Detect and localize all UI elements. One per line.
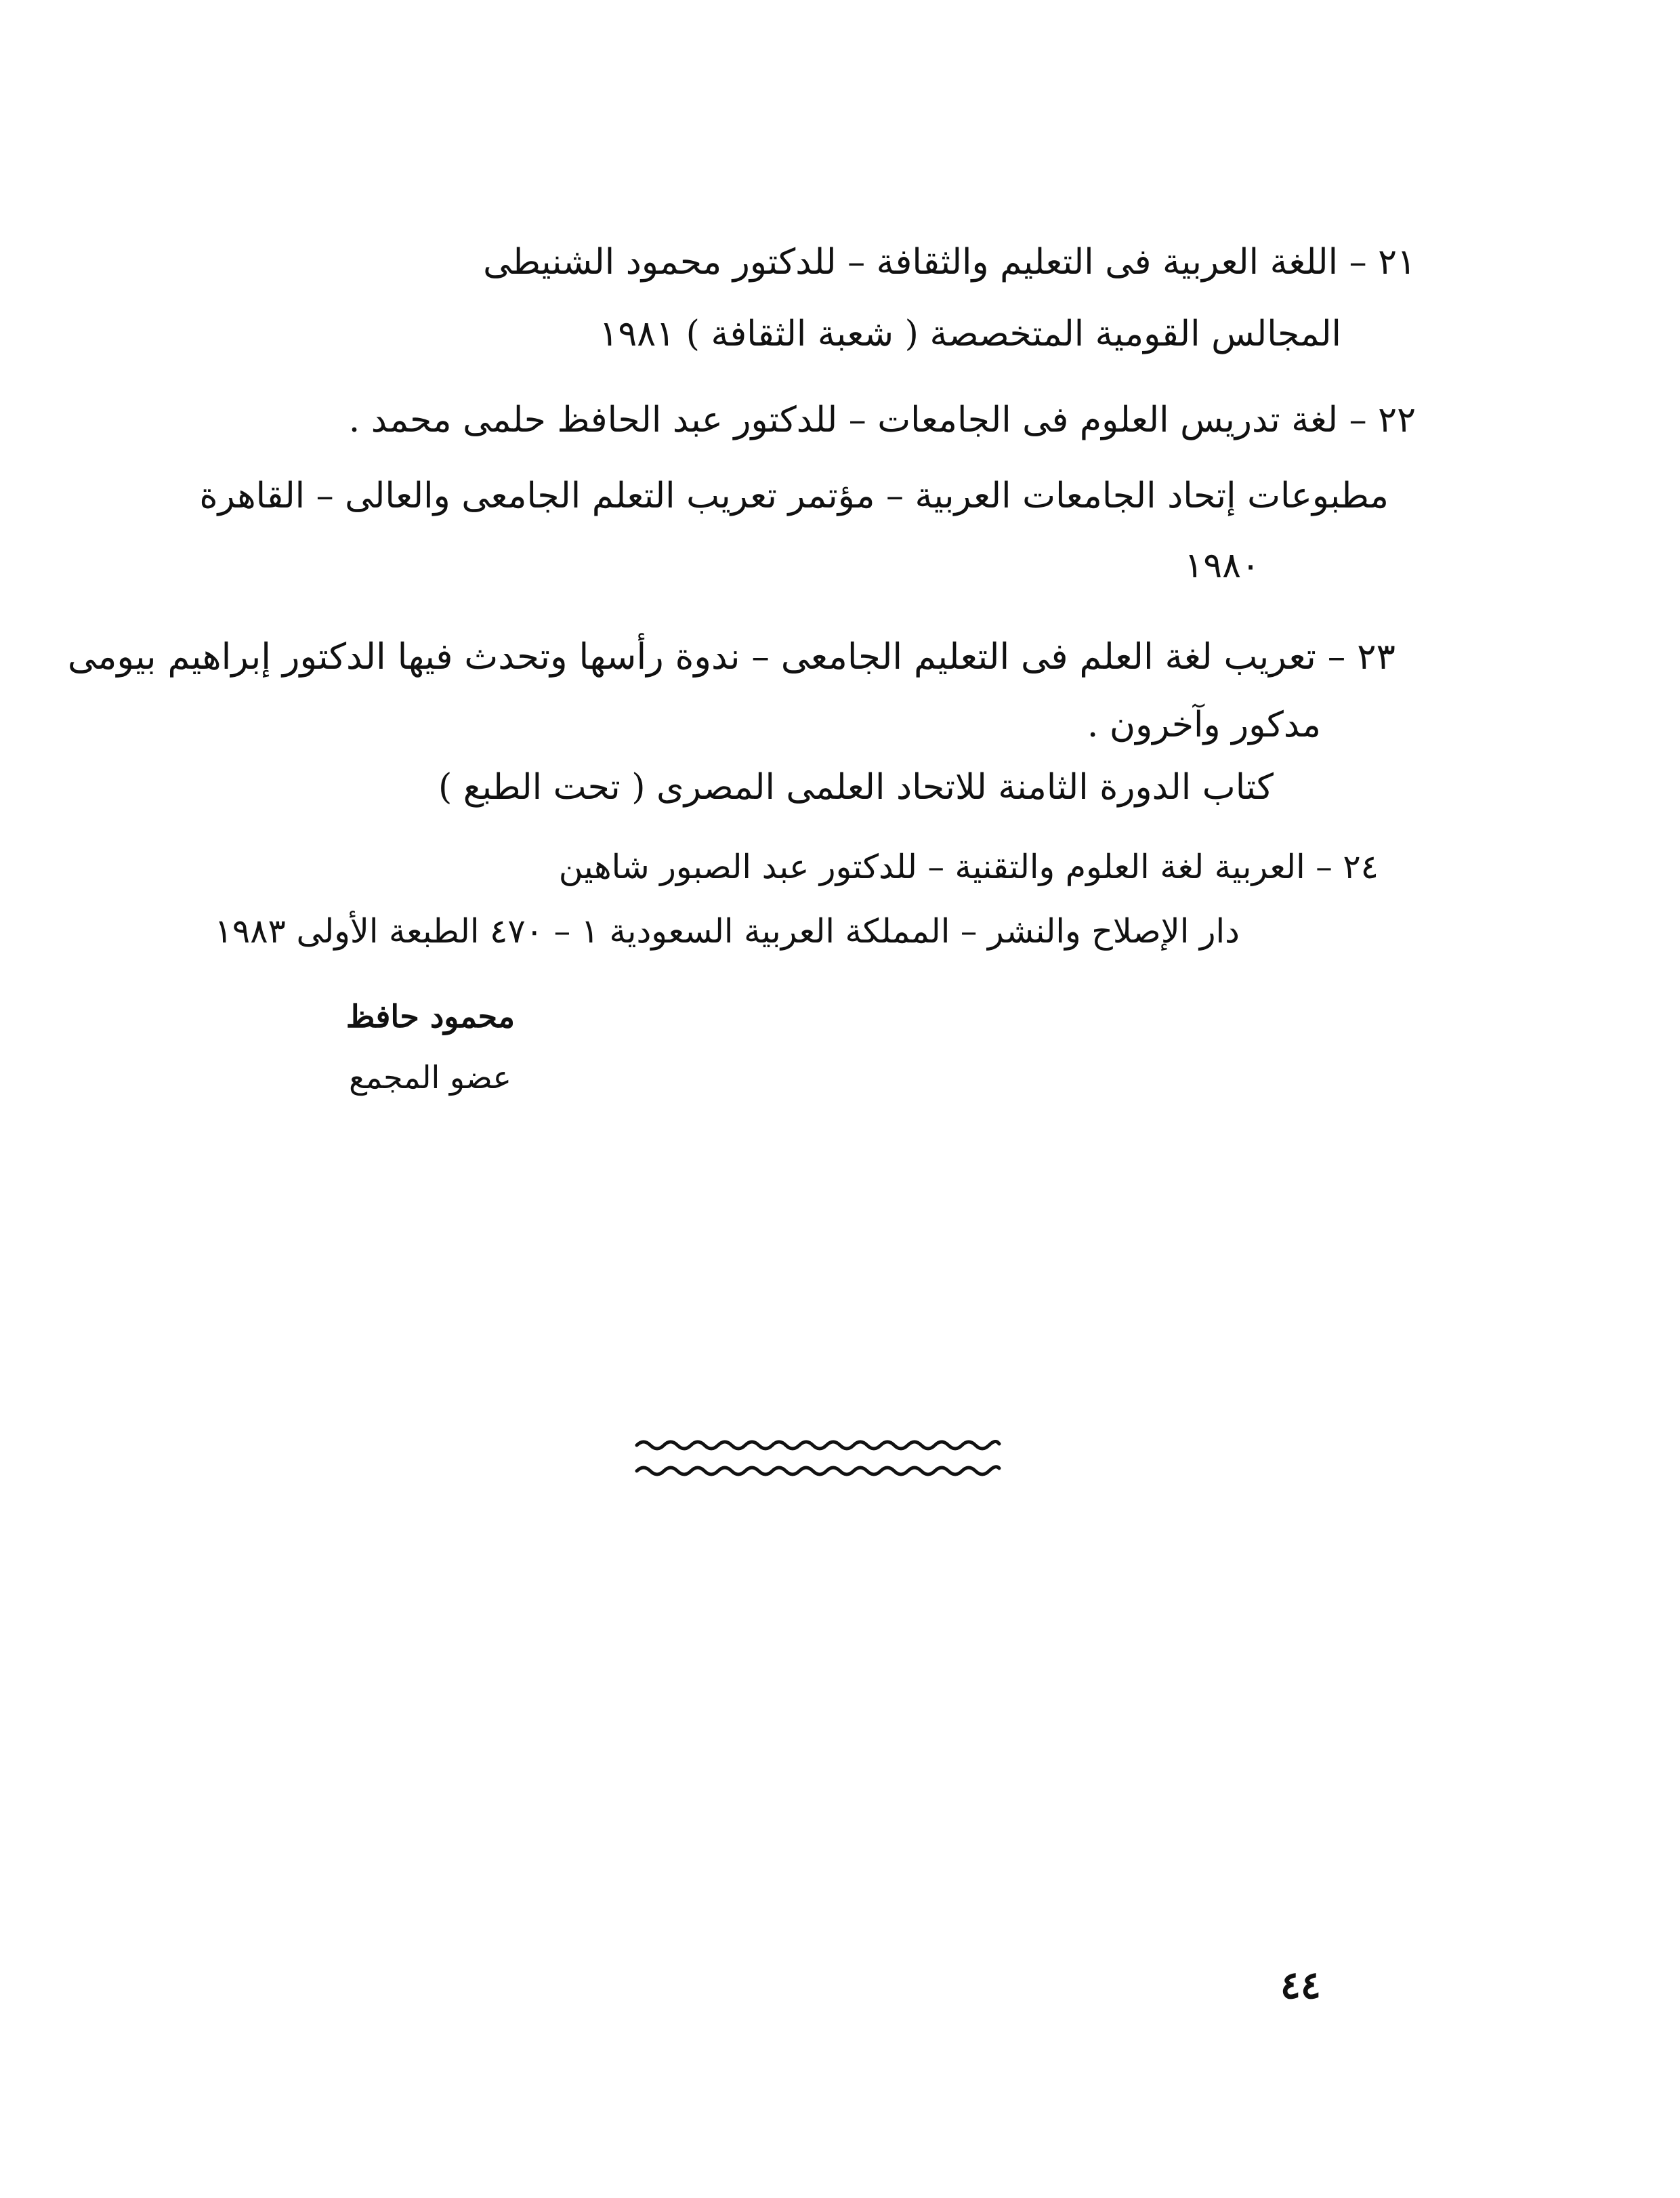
signature-name: محمود حافظ — [345, 998, 515, 1035]
reference-24-title: ٢٤ – العربية لغة العلوم والتقنية – للدكتور عبد الصبور شاهين — [558, 848, 1379, 886]
reference-23-continuation: مدكور وآخرون . — [1087, 705, 1321, 745]
reference-21-publication: المجالس القومية المتخصصة ( شعبة الثقافة ) ١٩٨١ — [599, 314, 1341, 354]
signature-role: عضو المجمع — [349, 1059, 511, 1096]
reference-21-title: ٢١ – اللغة العربية فى التعليم والثقافة – للدكتور محمود الشنيطى — [483, 242, 1416, 283]
reference-23-title: ٢٣ – تعريب لغة العلم فى التعليم الجامعى – ندوة رأسها وتحدث فيها الدكتور إبراهيم بيومى — [67, 636, 1395, 678]
reference-23-publication: كتاب الدورة الثامنة للاتحاد العلمى المصرى ( تحت الطبع ) — [438, 767, 1274, 808]
reference-22-year: ١٩٨٠ — [1184, 545, 1260, 586]
reference-22-publication: مطبوعات إتحاد الجامعات العربية – مؤتمر تعريب التعلم الجامعى والعالى – القاهرة — [199, 476, 1389, 516]
double-wavy-line-ornament-icon — [633, 1426, 1003, 1487]
reference-24-publication: دار الإصلاح والنشر – المملكة العربية السعودية ١ – ٤٧٠ الطبعة الأولى ١٩٨٣ — [214, 912, 1240, 951]
page-number: ٤٤ — [1280, 1963, 1321, 2008]
reference-22-title: ٢٢ – لغة تدريس العلوم فى الجامعات – للدكتور عبد الحافظ حلمى محمد . — [348, 400, 1416, 440]
